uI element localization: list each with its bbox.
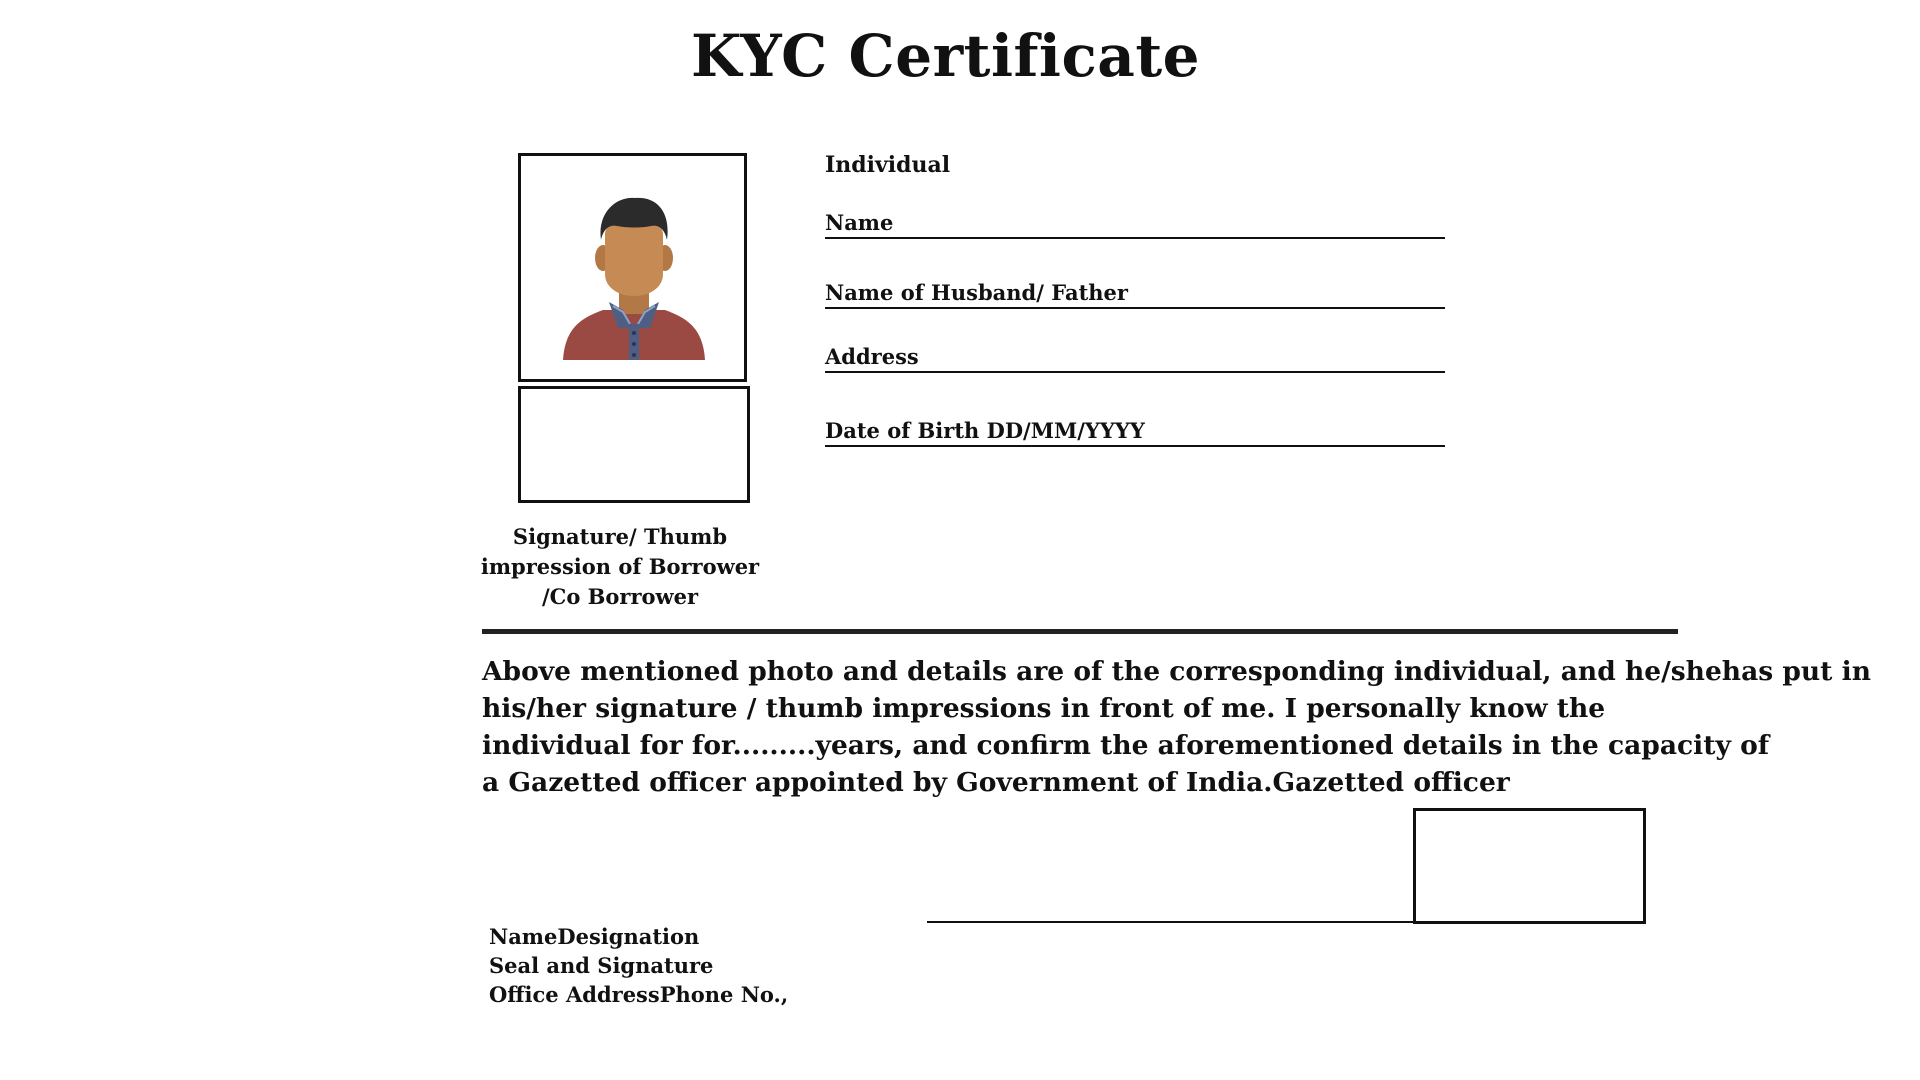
signature-caption-line: impression of Borrower <box>480 554 760 579</box>
declaration-text <box>482 653 1871 801</box>
date-of-birth-label: Date of Birth DD/MM/YYYY <box>825 418 1145 443</box>
individual-heading: Individual <box>825 152 951 178</box>
officer-details-line: Seal and Signature <box>489 953 714 978</box>
officer-details-line: Office AddressPhone No., <box>489 982 789 1007</box>
address-label: Address <box>825 344 919 369</box>
applicant-photo <box>518 153 747 382</box>
guardian-name-label: Name of Husband/ Father <box>825 280 1128 305</box>
address-field[interactable] <box>825 344 1445 373</box>
officer-seal-box[interactable] <box>1413 808 1646 924</box>
signature-caption-line: Signature/ Thumb <box>512 524 728 549</box>
page-title: KYC Certificate <box>690 22 1201 90</box>
officer-signature-line[interactable] <box>927 921 1417 923</box>
section-divider <box>482 629 1678 634</box>
signature-thumb-box[interactable] <box>518 386 750 503</box>
person-avatar-icon <box>543 178 725 360</box>
officer-details-line: NameDesignation <box>489 924 700 949</box>
signature-caption-line: /Co Borrower <box>541 584 699 609</box>
declaration-line: a Gazetted officer appointed by Government of India.Gazetted officer <box>482 767 1510 798</box>
declaration-line: Above mentioned photo and details are of the corresponding individual, and he/shehas put in <box>482 656 1871 687</box>
date-of-birth-field[interactable] <box>825 418 1445 447</box>
guardian-name-field[interactable] <box>825 280 1445 309</box>
name-label: Name <box>825 210 894 235</box>
signature-caption <box>480 522 760 612</box>
declaration-line: individual for for.........years, and confirm the aforementioned details in the capacity of <box>482 730 1770 761</box>
name-field[interactable] <box>825 210 1445 239</box>
declaration-line: his/her signature / thumb impressions in front of me. I personally know the <box>482 693 1606 724</box>
officer-details <box>489 922 788 1009</box>
